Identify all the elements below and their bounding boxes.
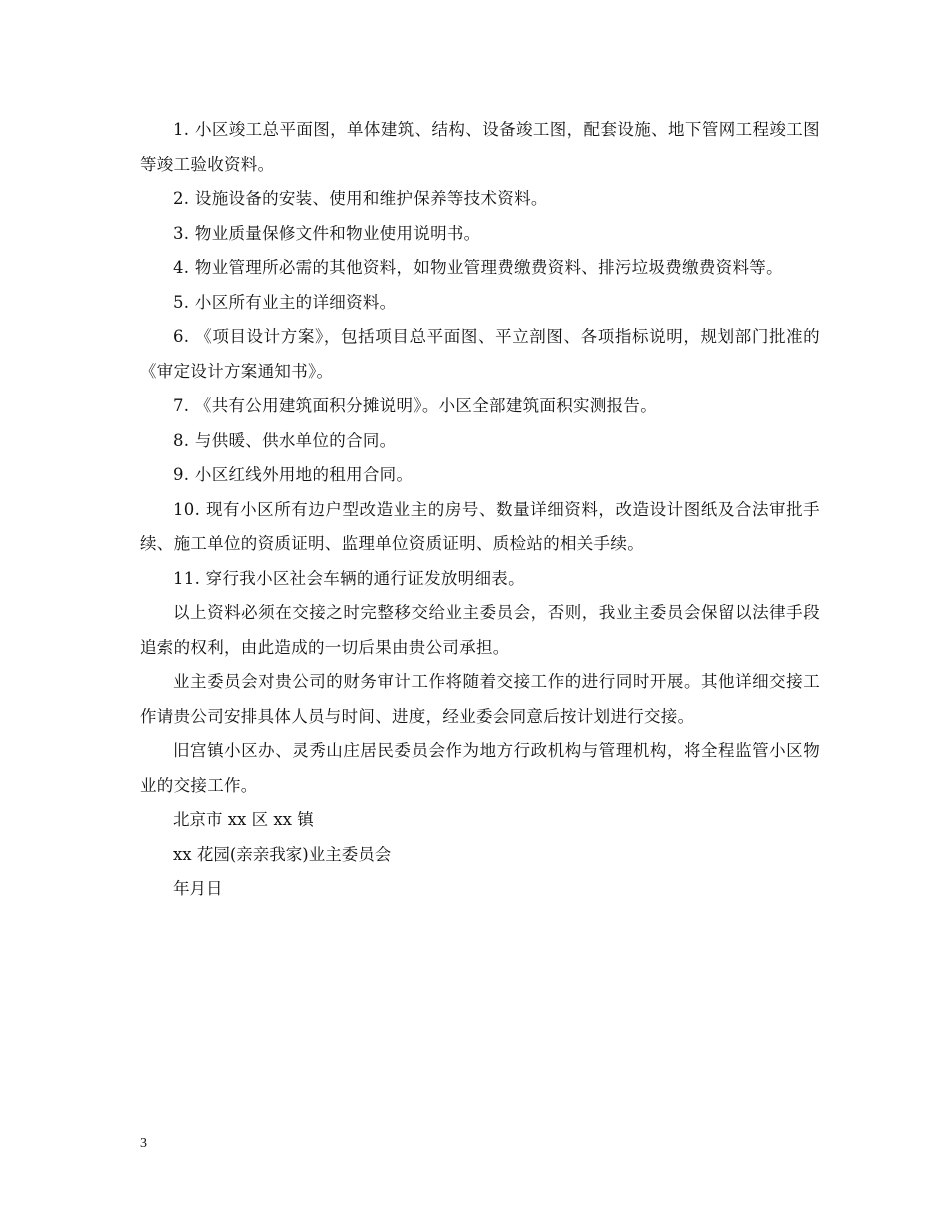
list-item-7: 7. 《共有公用建筑面积分摊说明》。小区全部建筑面积实测报告。 [173,396,658,415]
list-item-10: 10. 现有小区所有边户型改造业主的房号、数量详细资料，改造设计图纸及合法审批手续、施工单位的资质证明、监理单位资质证明、质检站的相关手续。 [140,499,820,553]
audit-paragraph: 业主委员会对贵公司的财务审计工作将随着交接工作的进行同时开展。其他详细交接工作请贵公司安排具体人员与时间、进度，经业委会同意后按计划进行交接。 [140,672,820,726]
list-item-5: 5. 小区所有业主的详细资料。 [173,292,397,312]
list-item-1: 1. 小区竣工总平面图，单体建筑、结构、设备竣工图，配套设施、地下管网工程竣工图等竣工验收资料。 [140,120,820,174]
supervision-paragraph: 旧宫镇小区办、灵秀山庄居民委员会作为地方行政机构与管理机构，将全程监管小区物业的交接工作。 [140,741,820,795]
signature-organization: xx 花园(亲亲我家)业主委员会 [173,844,392,864]
document-body [140,113,820,907]
list-item-9: 9. 小区红线外用地的租用合同。 [173,465,414,484]
page-number: 3 [140,1136,147,1151]
signature-date: 年月日 [173,879,223,898]
list-item-6: 6. 《项目设计方案》，包括项目总平面图、平立剖图、各项指标说明，规划部门批准的《审定设计方案通知书》。 [140,327,820,381]
list-item-2: 2. 设施设备的安装、使用和维护保养等技术资料。 [173,189,548,208]
list-item-8: 8. 与供暖、供水单位的合同。 [173,430,397,450]
list-item-3: 3. 物业质量保修文件和物业使用说明书。 [173,223,481,243]
list-item-4: 4. 物业管理所必需的其他资料，如物业管理费缴费资料、排污垃圾费缴费资料等。 [173,258,783,277]
signature-location: 北京市 xx 区 xx 镇 [173,810,314,829]
handover-requirement-paragraph: 以上资料必须在交接之时完整移交给业主委员会，否则，我业主委员会保留以法律手段追索的权利，由此造成的一切后果由贵公司承担。 [140,603,820,657]
list-item-11: 11. 穿行我小区社会车辆的通行证发放明细表。 [173,568,525,588]
